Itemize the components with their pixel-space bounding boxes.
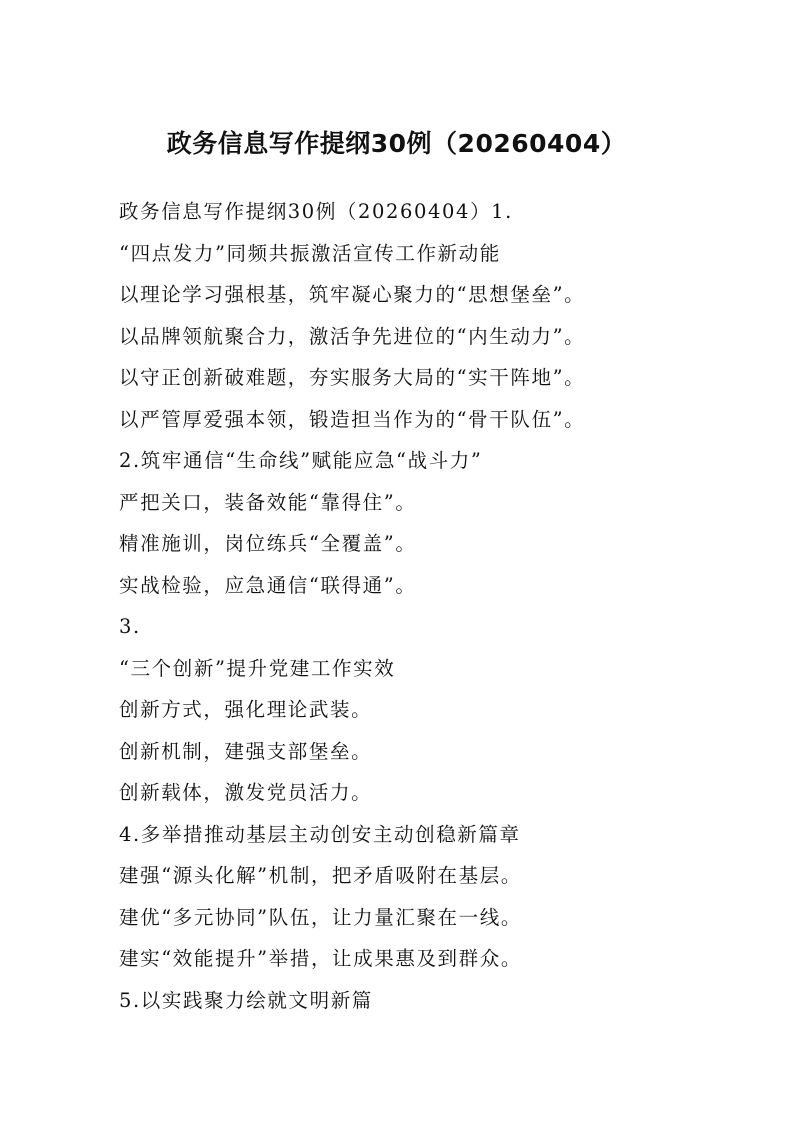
- body-line: 政务信息写作提纲30例（20260404）1.: [119, 200, 513, 223]
- body-line: 建实“效能提升”举措，让成果惠及到群众。: [119, 947, 522, 970]
- body-line: 以严管厚爱强本领，锻造担当作为的“骨干队伍”。: [119, 407, 586, 431]
- body-line: 严把关口，装备效能“靠得住”。: [119, 490, 417, 514]
- body-line: 以守正创新破难题，夯实服务大局的“实干阵地”。: [119, 366, 586, 389]
- body-line: 建强“源头化解”机制，把矛盾吸附在基层。: [119, 864, 522, 887]
- body-line: 精准施训，岗位练兵“全覆盖”。: [119, 532, 417, 555]
- body-line: 4.多举措推动基层主动创安主动创稳新篇章: [119, 822, 521, 846]
- body-line: 5.以实践聚力绘就文明新篇: [119, 988, 373, 1012]
- body-line: 2.筑牢通信“生命线”赋能应急“战斗力”: [119, 449, 483, 472]
- body-line: 建优“多元协同”队伍，让力量汇聚在一线。: [119, 905, 522, 929]
- body-line: 实战检验，应急通信“联得通”。: [119, 573, 417, 597]
- body-line: 以理论学习强根基，筑牢凝心聚力的“思想堡垒”。: [119, 283, 586, 306]
- body-line: “四点发力”同频共振激活宣传工作新动能: [119, 241, 501, 265]
- document-title: 政务信息写作提纲30例（20260404）: [166, 129, 627, 158]
- body-line: “三个创新”提升党建工作实效: [119, 656, 396, 680]
- body-line: 创新机制，建强支部堡垒。: [119, 739, 373, 763]
- body-line: 创新方式，强化理论武装。: [119, 698, 373, 721]
- body-line: 3.: [119, 615, 141, 638]
- document-body: [119, 196, 719, 1026]
- body-line: 创新载体，激发党员活力。: [119, 781, 373, 804]
- body-line: 以品牌领航聚合力，激活争先进位的“内生动力”。: [119, 324, 586, 348]
